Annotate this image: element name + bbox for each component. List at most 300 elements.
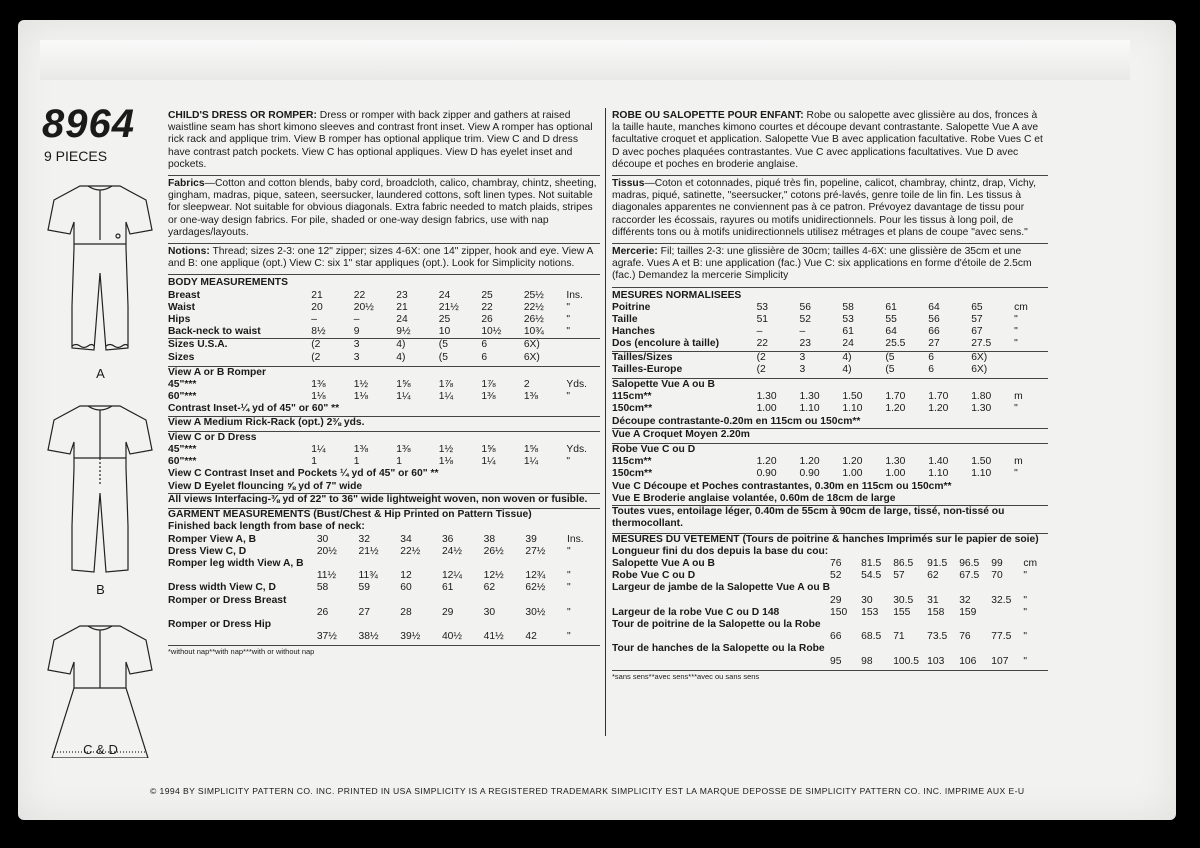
size-value: 58 [842,301,854,313]
size-value [861,582,893,594]
romper-yardage-title: View A or B Romper [168,366,600,379]
size-value: 6 [928,363,934,375]
row-label: 45"*** [168,379,197,391]
unit: " [1023,606,1027,618]
size-value: 1⅜ [311,379,326,391]
size-value: 51 [756,314,769,326]
size-value: 1⅛ [353,391,369,403]
english-column [168,108,600,659]
size-value [525,558,567,570]
row-label: 60"*** [168,391,197,403]
pattern-number: 8964 [42,102,135,146]
unit: cm [1014,301,1028,313]
size-value: 32 [959,594,971,606]
size-value [927,619,959,631]
unit: " [567,582,571,594]
size-value [359,595,401,607]
size-value: 6X) [523,351,540,363]
row-label [612,631,830,643]
size-value: 28 [400,606,412,618]
size-value: 23 [396,289,408,301]
size-value: 1⅞ [438,379,454,391]
envelope-fold [40,40,1130,80]
size-value: 10¾ [523,326,544,338]
row-label: Poitrine [612,301,651,313]
row-label: Hips [168,314,191,326]
size-value: 73.5 [927,631,948,643]
size-value: 1.00 [842,468,863,480]
unit: " [1014,338,1018,350]
size-value: 52 [799,314,811,326]
row-label: Largeur de la robe Vue C ou D 148 [612,606,780,618]
unit: " [567,631,571,643]
table-row [168,619,600,631]
interfacing-line-fr: Toutes vues, entoilage léger, 0.40m de 55cm à 90cm de large, tissé, non-tissé ou thermocollant. [612,505,1048,530]
size-value: 1⅜ [481,391,496,403]
row-label: Tailles-Europe [612,363,683,375]
row-label: Dos (encolure à taille) [612,338,720,350]
size-value: 1½ [353,379,369,391]
size-value: 57 [893,570,905,582]
table-row [168,595,600,607]
unit [1023,582,1048,594]
size-value: 153 [861,606,879,618]
size-value: 25½ [523,289,544,301]
size-value: – [799,326,806,338]
size-value: 1¼ [438,391,454,403]
size-value: 27 [928,338,940,350]
size-value: 62 [483,582,496,594]
table-row [612,643,1048,655]
size-value: 10½ [481,326,502,338]
size-value: 39 [525,533,537,545]
size-value: 6 [928,351,934,363]
unit: " [1014,468,1018,480]
size-value: 62 [927,570,939,582]
size-value: 27 [358,606,370,618]
unit: Ins. [566,289,583,301]
size-value: 10 [438,326,451,338]
table-row [612,326,1048,338]
rickrack-line-fr: Vue A Croquet Moyen 2.20m [612,428,1048,441]
size-value: 27½ [525,545,546,557]
size-value [861,643,893,655]
size-value: 30½ [525,606,546,618]
row-label: 115cm** [612,456,652,468]
size-value: 22½ [400,545,421,557]
size-value [861,619,893,631]
size-value: 1.50 [971,456,992,468]
size-value: 1⅛ [438,456,454,468]
size-value: 1.30 [971,403,992,415]
dress-yardage-table-fr [612,456,1048,480]
body-measurements-table-fr [612,302,1048,351]
size-value [359,619,401,631]
size-value: 66 [928,326,940,338]
size-value [830,643,861,655]
size-value: 9 [353,326,360,338]
size-value [991,619,1023,631]
size-value: 24½ [441,545,462,557]
table-row [612,403,1048,415]
size-value: 56 [928,314,940,326]
unit: " [1014,314,1018,326]
size-value: 1 [396,456,403,468]
size-value: 61 [885,301,897,313]
size-value [442,558,484,570]
body-measurements-title-fr: MESURES NORMALISEES [612,289,742,301]
unit [1023,619,1048,631]
size-value: 1.20 [842,456,863,468]
table-row [612,456,1048,468]
size-value: 32.5 [991,594,1012,606]
table-row [612,656,1048,668]
size-value [400,595,442,607]
size-value: 26 [481,314,493,326]
size-value: 6X) [971,351,988,363]
row-label [168,607,317,619]
size-value: (2 [756,351,766,363]
size-value: 1.30 [756,391,777,403]
table-row [612,595,1048,607]
size-value: 53 [842,314,854,326]
size-value: 22 [756,338,769,350]
size-value: 26 [316,606,329,618]
size-value: 32 [358,533,370,545]
size-value: 21½ [358,545,379,557]
size-value: 22 [353,289,366,301]
size-value: 61 [441,582,454,594]
view-cd-label: C & D [83,742,118,757]
size-value [991,607,1023,619]
size-value: – [311,314,317,326]
size-value: 41½ [483,631,504,643]
size-value: 58 [316,582,329,594]
table-row [168,631,600,643]
size-value: 57 [971,314,983,326]
unit [567,558,600,570]
size-value: (5 [885,351,895,363]
row-label [168,631,317,643]
size-value [484,595,526,607]
size-value: 1.10 [971,468,992,480]
size-value: 24 [842,338,854,350]
unit [1023,643,1048,655]
table-row [612,631,1048,643]
size-value [959,619,991,631]
rickrack-line: View A Medium Rick-Rack (opt.) 2⅜ yds. [168,416,600,429]
size-value [959,643,991,655]
unit [566,339,600,352]
size-value: 12¾ [525,570,546,582]
table-row [168,570,600,582]
size-value: 1.20 [928,403,949,415]
size-value: 1.30 [799,391,820,403]
size-value: 40½ [441,631,462,643]
row-label: Dress View C, D [168,545,247,557]
size-value: 1.20 [799,456,820,468]
row-label: Taille [612,314,638,326]
table-row [612,582,1048,594]
garment-measurements-title: GARMENT MEASUREMENTS (Bust/Chest & Hip Printed on Pattern Tissue) [168,508,600,521]
notions-title: Notions: [168,246,210,258]
fabrics-title-fr: Tissus [612,178,645,190]
size-value: 91.5 [927,557,948,569]
row-label: Sizes U.S.A. [168,339,228,351]
description-title-fr: ROBE OU SALOPETTE POUR ENFANT: [612,110,804,121]
unit: Ins. [567,533,584,545]
size-value: 1.20 [756,456,777,468]
size-value: 3 [353,339,360,351]
body-measurements-table [168,290,600,339]
size-value: 26½ [523,314,544,326]
size-value: 39½ [400,631,421,643]
size-value: 30.5 [893,594,914,606]
size-value [830,619,861,631]
table-row [612,619,1048,631]
size-value: 22 [481,301,493,313]
unit: m [1014,391,1023,403]
copyright-footer: © 1994 BY SIMPLICITY PATTERN CO. INC. PRINTED IN USA SIMPLICITY IS A REGISTERED TRADEMARK SIMPLICITY EST LA MARQUE DEPOSSE DE SIMPLICITY PATTERN CO. INC. IMPRIME AUX E-U [150,786,1025,796]
size-value: 4) [396,351,406,363]
table-row [168,558,600,570]
footnote: *without nap**with nap***with or without nap [168,645,600,658]
column-divider [605,108,606,736]
view-cd-dress-drawing [48,626,152,758]
garment-measurements-table-fr [612,558,1048,668]
size-value: 67.5 [959,570,980,582]
row-label [612,656,830,668]
size-value: 4) [842,363,852,375]
size-value: 1.70 [885,391,906,403]
sizes-table [168,338,600,363]
eyelet-line: View D Eyelet flouncing ⅝ yd of 7" wide [168,480,363,492]
size-value: 99 [991,557,1003,569]
size-value: 23 [799,338,811,350]
size-value: 71 [893,631,905,643]
size-value: 30 [316,533,329,545]
table-row [612,314,1048,326]
size-value: 81.5 [861,557,882,569]
size-value: 66 [830,631,842,643]
row-label: Waist [168,301,196,313]
size-value [893,643,927,655]
unit: Yds. [566,379,587,391]
dress-yardage-title-fr: Robe Vue C ou D [612,443,1048,456]
row-label: Tour de hanches de la Salopette ou la Robe [612,643,825,655]
romper-yardage-table [168,379,600,403]
size-value: 21 [311,289,323,301]
row-label: Romper View A, B [168,533,257,545]
unit: " [566,456,570,468]
size-value [991,582,1023,594]
size-value [525,619,567,631]
size-value: 159 [959,606,977,618]
size-value: 60 [400,582,412,594]
size-value: (5 [438,351,448,363]
fabrics-title: Fabrics [168,178,205,190]
size-value: 1⅞ [481,379,496,391]
size-value [893,619,927,631]
size-value [927,643,959,655]
size-value: 4) [396,339,406,351]
unit: " [566,301,570,313]
row-label: Dress width View C, D [168,582,276,594]
size-value: 30 [483,606,496,618]
size-value: 1.20 [885,403,906,415]
size-value: 68.5 [861,631,882,643]
table-row [168,326,600,338]
size-value [525,595,567,607]
size-value: 107 [991,655,1009,667]
unit: " [1023,570,1027,582]
size-value: 25 [438,314,451,326]
body-measurements-title: BODY MEASUREMENTS [168,277,288,289]
size-value: 52 [830,570,842,582]
size-value: 76 [959,631,971,643]
size-value: 1¼ [523,456,539,468]
row-label: Hanches [612,326,655,338]
size-value [959,582,991,594]
size-value [317,619,359,631]
view-a-label: A [96,366,105,381]
unit: " [1014,403,1018,415]
size-value: 0.90 [756,468,777,480]
unit [1014,351,1048,364]
description-title: CHILD'S DRESS OR ROMPER: [168,110,317,121]
size-value: 6X) [523,339,540,351]
size-value: 1.30 [885,456,906,468]
size-value [442,619,484,631]
view-a-romper-drawing [48,186,152,350]
size-value: 12½ [483,570,504,582]
unit: " [566,326,570,338]
fabrics-section [168,176,600,244]
size-value: 103 [927,655,945,667]
size-value: 21½ [438,301,459,313]
table-row [168,339,600,352]
size-value: 67 [971,326,983,338]
size-value [317,595,359,607]
table-row [168,456,600,468]
table-row [612,391,1048,403]
size-value: 1.10 [842,403,863,415]
unit [1014,364,1048,376]
description-section-fr [612,108,1048,176]
size-value: 25 [481,289,493,301]
unit [566,352,600,364]
size-value: 56 [799,301,811,313]
size-value: 155 [893,606,911,618]
size-value: 42 [525,631,537,643]
size-value: 1⅝ [481,444,496,456]
notions-text-fr: Fil; tailles 2-3: une glissière de 30cm; tailles 4-6X: une glissière de 35cm et une agrafe. Vues A et B: une application (fac.) Vue C: six applications en forme d'étoile de 2.5cm (fac.) Demandez la mercerie Simplicity [612,246,1032,282]
size-value [484,558,526,570]
size-value: 61 [842,326,854,338]
size-value: 20 [311,301,323,313]
description-text-fr: Robe ou salopette avec glissière au dos, fronces à la taille haute, manches kimono courtes et découpe devant contrastante. Salopette Vue A ave facultative croquet et application. Salopette Vue B avec application facultative. Robe Vues C et D avec poches plaquées contrastantes. Vue C avec applications facultatives. Vue D avec découpe et poches en broderie anglaise. [612,110,1043,170]
size-value: 59 [358,582,370,594]
row-label: Breast [168,289,201,301]
table-row [168,290,600,302]
size-value: 29 [830,594,842,606]
size-value: 54.5 [861,570,882,582]
unit: " [567,606,571,618]
size-value: 11½ [316,570,337,582]
dress-yardage-table [168,444,600,468]
fabrics-text: —Cotton and cotton blends, baby cord, broadcloth, calico, chambray, chintz, sheeting, gingham, madras, pique, sateen, seersucker, laundered cottons, soft linen types. Not suitable for sleepwear. Not suitable for obvious diagonals. Extra fabric needed to match plaids, stripes or one-way design fabrics. For pile, shaded or one-way design fabrics, use with nap yardages/layouts. [168,178,597,238]
romper-yardage-table-fr [612,391,1048,415]
size-value: 3 [799,363,806,375]
unit: " [566,391,570,403]
french-column [612,108,1048,683]
row-label: 150cm** [612,403,653,415]
size-value: 1 [311,456,317,468]
size-value: 20½ [316,545,337,557]
size-value: 64 [885,326,897,338]
size-value: 1.50 [842,391,863,403]
contrast-inset-line: Contrast Inset-¼ yd of 45" or 60" ** [168,403,340,415]
table-row [168,534,600,546]
size-value [927,582,959,594]
size-value: 12 [400,570,412,582]
footnote-fr: *sans sens**avec sens***avec ou sans sens [612,670,1048,683]
view-illustrations [38,178,163,758]
size-value: 1.00 [756,403,777,415]
row-label: Back-neck to waist [168,326,261,338]
eyelet-line-fr: Vue E Broderie anglaise volantée, 0.60m de 18cm de large [612,492,896,504]
size-value: 24 [438,289,451,301]
row-label: 60"*** [168,456,197,468]
size-value: 1⅜ [353,444,369,456]
size-value: 1.40 [928,456,949,468]
size-value: 21 [396,301,408,313]
size-value: 106 [959,655,977,667]
unit: " [1023,655,1027,667]
contrast-pockets-line-fr: Vue C Découpe et Poches contrastantes, 0.30m en 115cm ou 150cm** [612,480,952,492]
row-label: Romper leg width View A, B [168,557,304,569]
size-value [484,619,526,631]
size-value: 1⅝ [396,379,411,391]
description-text: Dress or romper with back zipper and gathers at raised waistline seam has short kimono sleeves and contrast front inset. View A romper has optional rick rack and applique trim. View B romper has optional applique trim. View C and D dress have contrast patch pockets. View C has optional appliques. View D has eyelet inset and pockets. [168,110,593,170]
unit: " [567,545,571,557]
size-value: 25.5 [885,338,906,350]
notions-text: Thread; sizes 2-3: one 12" zipper; sizes 4-6X: one 14" zipper, hook and eye. View A and B: one applique (opt.) View C: six 1" star appliques (opt.). Look for Simplicity notions. [168,246,593,270]
size-value: 11¾ [358,570,378,582]
row-label: 150cm** [612,468,653,480]
row-label: Largeur de jambe de la Salopette Vue A ou B [612,582,830,594]
unit: Yds. [566,444,587,456]
description-section [168,108,600,176]
view-b-label: B [96,582,105,597]
size-value: 95 [830,655,842,667]
size-value: 1⅜ [523,391,539,403]
romper-yardage-title-fr: Salopette Vue A ou B [612,378,1048,391]
table-row [168,444,600,456]
unit: cm [1023,557,1038,569]
size-value: 1½ [438,444,454,456]
size-value: (2 [311,351,321,363]
size-value: 3 [799,351,806,363]
size-value: 77.5 [991,631,1012,643]
row-label: Tour de poitrine de la Salopette ou la Robe [612,618,821,630]
garment-subtitle-fr: Longueur fini du dos depuis la base du cou: [612,545,829,557]
size-value: 31 [927,594,939,606]
size-value: 1.10 [928,468,949,480]
size-value: 20½ [353,301,374,313]
table-row [168,379,600,391]
table-row [612,302,1048,314]
